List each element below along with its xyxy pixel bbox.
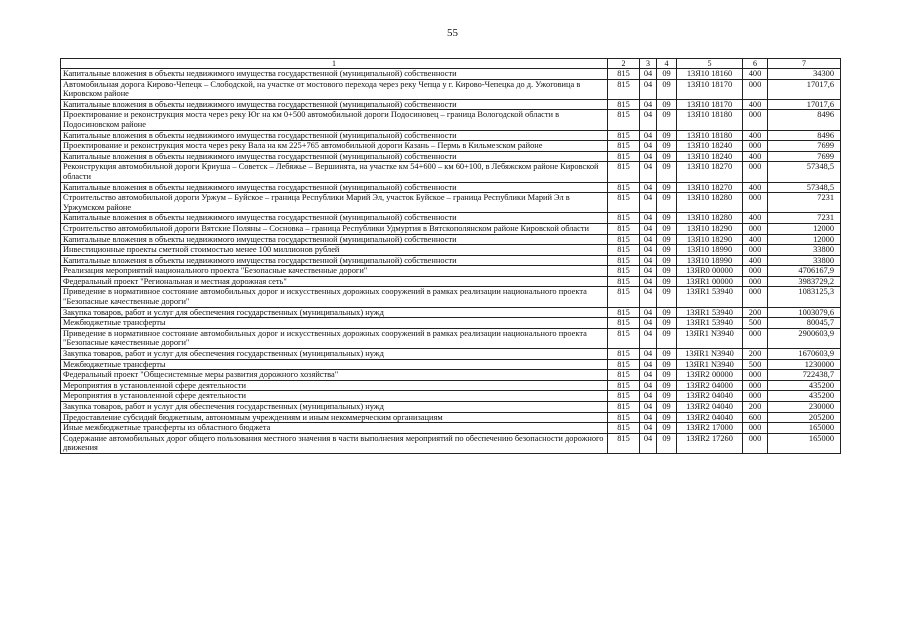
subsection-code: 09 [657,141,677,152]
header-cell: 5 [677,59,743,69]
table-row [61,99,841,110]
header-cell: 3 [640,59,657,69]
section-code: 04 [640,141,657,152]
ved-code: 815 [608,423,640,434]
table-row [61,370,841,381]
section-code: 04 [640,223,657,234]
expense-type: 000 [743,141,768,152]
expense-type: 000 [743,370,768,381]
amount: 435200 [768,380,841,391]
target-article: 13Я10 18180 [677,130,743,141]
amount: 1083125,3 [768,287,841,307]
table-row [61,255,841,266]
subsection-code: 09 [657,433,677,453]
ved-code: 815 [608,380,640,391]
table-row [61,266,841,277]
row-name: Приведение в нормативное состояние автомобильных дорог и искусственных дорожных сооружений в рамках реализации национального проекта "Безопасные качественные дороги" [61,287,608,307]
section-code: 04 [640,213,657,224]
ved-code: 815 [608,359,640,370]
subsection-code: 09 [657,266,677,277]
expense-type: 600 [743,412,768,423]
amount: 12000 [768,223,841,234]
section-code: 04 [640,255,657,266]
ved-code: 815 [608,402,640,413]
target-article: 13ЯR2 17260 [677,433,743,453]
table-row [61,213,841,224]
section-code: 04 [640,193,657,213]
row-name: Содержание автомобильных дорог общего пользования местного значения в части выполнения мероприятий по обеспечению безопасности дорожного движения [61,433,608,453]
row-name: Мероприятия в установленной сфере деятельности [61,380,608,391]
amount: 7231 [768,213,841,224]
section-code: 04 [640,307,657,318]
expense-type: 000 [743,223,768,234]
section-code: 04 [640,245,657,256]
row-name: Капитальные вложения в объекты недвижимого имущества государственной (муниципальной) собственности [61,213,608,224]
section-code: 04 [640,79,657,99]
amount: 33800 [768,245,841,256]
section-code: 04 [640,130,657,141]
ved-code: 815 [608,130,640,141]
subsection-code: 09 [657,276,677,287]
subsection-code: 09 [657,69,677,80]
table-row [61,234,841,245]
expense-type: 000 [743,423,768,434]
table-row [61,162,841,182]
header-cell: 2 [608,59,640,69]
header-cell: 1 [61,59,608,69]
target-article: 13Я10 18290 [677,234,743,245]
row-name: Федеральный проект "Региональная и местная дорожная сеть" [61,276,608,287]
header-cell: 4 [657,59,677,69]
subsection-code: 09 [657,423,677,434]
section-code: 04 [640,380,657,391]
header-cell: 7 [768,59,841,69]
row-name: Капитальные вложения в объекты недвижимого имущества государственной (муниципальной) собственности [61,130,608,141]
ved-code: 815 [608,193,640,213]
subsection-code: 09 [657,307,677,318]
amount: 17017,6 [768,99,841,110]
ved-code: 815 [608,370,640,381]
ved-code: 815 [608,307,640,318]
table-row [61,423,841,434]
ved-code: 815 [608,182,640,193]
table-row [61,359,841,370]
section-code: 04 [640,276,657,287]
expense-type: 400 [743,99,768,110]
expense-type: 200 [743,307,768,318]
amount: 1003079,6 [768,307,841,318]
expense-type: 000 [743,391,768,402]
table-row [61,141,841,152]
amount: 34300 [768,69,841,80]
target-article: 13Я10 18280 [677,193,743,213]
target-article: 13Я10 18180 [677,110,743,130]
expense-type: 000 [743,287,768,307]
ved-code: 815 [608,349,640,360]
target-article: 13ЯR0 00000 [677,266,743,277]
amount: 8496 [768,110,841,130]
header-row [61,59,841,69]
expense-type: 400 [743,255,768,266]
target-article: 13Я10 18280 [677,213,743,224]
subsection-code: 09 [657,151,677,162]
amount: 57348,5 [768,162,841,182]
subsection-code: 09 [657,370,677,381]
subsection-code: 09 [657,130,677,141]
expense-type: 400 [743,69,768,80]
amount: 8496 [768,130,841,141]
table-row [61,328,841,348]
expense-type: 000 [743,79,768,99]
target-article: 13ЯR2 17000 [677,423,743,434]
section-code: 04 [640,162,657,182]
row-name: Реализация мероприятий национального проекта "Безопасные качественные дороги" [61,266,608,277]
ved-code: 815 [608,276,640,287]
subsection-code: 09 [657,287,677,307]
table-row [61,433,841,453]
table-row [61,276,841,287]
row-name: Капитальные вложения в объекты недвижимого имущества государственной (муниципальной) собственности [61,234,608,245]
section-code: 04 [640,234,657,245]
target-article: 13Я10 18240 [677,141,743,152]
table-row [61,110,841,130]
target-article: 13Я10 18290 [677,223,743,234]
expense-type: 400 [743,151,768,162]
expense-type: 000 [743,162,768,182]
expense-type: 000 [743,328,768,348]
ved-code: 815 [608,234,640,245]
amount: 80045,7 [768,318,841,329]
target-article: 13ЯR1 N3940 [677,359,743,370]
subsection-code: 09 [657,110,677,130]
expense-type: 000 [743,433,768,453]
subsection-code: 09 [657,213,677,224]
subsection-code: 09 [657,255,677,266]
expense-type: 400 [743,213,768,224]
table-row [61,151,841,162]
amount: 7699 [768,141,841,152]
subsection-code: 09 [657,402,677,413]
ved-code: 815 [608,69,640,80]
section-code: 04 [640,318,657,329]
amount: 165000 [768,433,841,453]
subsection-code: 09 [657,359,677,370]
section-code: 04 [640,110,657,130]
ved-code: 815 [608,79,640,99]
section-code: 04 [640,266,657,277]
table-row [61,391,841,402]
section-code: 04 [640,359,657,370]
section-code: 04 [640,328,657,348]
expense-type: 500 [743,359,768,370]
amount: 165000 [768,423,841,434]
ved-code: 815 [608,391,640,402]
ved-code: 815 [608,287,640,307]
ved-code: 815 [608,213,640,224]
subsection-code: 09 [657,318,677,329]
expense-type: 400 [743,130,768,141]
subsection-code: 09 [657,182,677,193]
row-name: Закупка товаров, работ и услуг для обеспечения государственных (муниципальных) нужд [61,307,608,318]
table-row [61,307,841,318]
budget-table [60,58,841,454]
row-name: Мероприятия в установленной сфере деятельности [61,391,608,402]
expense-type: 000 [743,380,768,391]
ved-code: 815 [608,151,640,162]
section-code: 04 [640,402,657,413]
target-article: 13ЯR2 04040 [677,391,743,402]
ved-code: 815 [608,99,640,110]
amount: 12000 [768,234,841,245]
expense-type: 200 [743,402,768,413]
amount: 33800 [768,255,841,266]
table-row [61,245,841,256]
row-name: Проектирование и реконструкция моста через реку Юг на км 0+500 автомобильной дороги Подосиновец – граница Вологодской области в Подосиновском районе [61,110,608,130]
section-code: 04 [640,99,657,110]
row-name: Строительство автомобильной дороги Уржум – Буйское – граница Республики Марий Эл, участок Буйское – граница Республики Марий Эл в Уржумском районе [61,193,608,213]
target-article: 13Я10 18270 [677,162,743,182]
row-name: Предоставление субсидий бюджетным, автономным учреждениям и иным некоммерческим организациям [61,412,608,423]
table-row [61,130,841,141]
ved-code: 815 [608,162,640,182]
amount: 1230000 [768,359,841,370]
target-article: 13Я10 18990 [677,255,743,266]
table-row [61,402,841,413]
target-article: 13ЯR1 53940 [677,318,743,329]
target-article: 13Я10 18990 [677,245,743,256]
amount: 3983729,2 [768,276,841,287]
row-name: Межбюджетные трансферты [61,359,608,370]
target-article: 13ЯR2 04000 [677,380,743,391]
row-name: Реконструкция автомобильной дороги Криуша – Советск – Лебяжье – Вершинята, на участке км 54+600 – км 60+100, в Лебяжском районе Кировской области [61,162,608,182]
section-code: 04 [640,69,657,80]
table-row [61,412,841,423]
expense-type: 400 [743,182,768,193]
row-name: Автомобильная дорога Кирово-Чепецк – Слободской, на участке от мостового перехода через реку Чепца у г. Кирово-Чепецка до д. Ужоговица в Кировском районе [61,79,608,99]
row-name: Иные межбюджетные трансферты из областного бюджета [61,423,608,434]
target-article: 13Я10 18170 [677,79,743,99]
expense-type: 000 [743,193,768,213]
subsection-code: 09 [657,193,677,213]
ved-code: 815 [608,245,640,256]
section-code: 04 [640,423,657,434]
section-code: 04 [640,349,657,360]
amount: 57348,5 [768,182,841,193]
table-row [61,287,841,307]
target-article: 13ЯR1 N3940 [677,349,743,360]
amount: 7699 [768,151,841,162]
subsection-code: 09 [657,162,677,182]
section-code: 04 [640,412,657,423]
amount: 17017,6 [768,79,841,99]
expense-type: 000 [743,266,768,277]
table-row [61,349,841,360]
section-code: 04 [640,287,657,307]
ved-code: 815 [608,266,640,277]
section-code: 04 [640,182,657,193]
amount: 7231 [768,193,841,213]
section-code: 04 [640,151,657,162]
subsection-code: 09 [657,234,677,245]
subsection-code: 09 [657,223,677,234]
row-name: Приведение в нормативное состояние автомобильных дорог и искусственных дорожных сооружений в рамках реализации национального проекта "Безопасные качественные дороги" [61,328,608,348]
ved-code: 815 [608,328,640,348]
amount: 722438,7 [768,370,841,381]
target-article: 13Я10 18170 [677,99,743,110]
subsection-code: 09 [657,79,677,99]
ved-code: 815 [608,223,640,234]
target-article: 13ЯR1 00000 [677,276,743,287]
header-cell: 6 [743,59,768,69]
target-article: 13ЯR2 04040 [677,402,743,413]
subsection-code: 09 [657,391,677,402]
table-row [61,193,841,213]
table-row [61,223,841,234]
subsection-code: 09 [657,412,677,423]
target-article: 13Я10 18240 [677,151,743,162]
expense-type: 000 [743,110,768,130]
target-article: 13Я10 18270 [677,182,743,193]
row-name: Капитальные вложения в объекты недвижимого имущества государственной (муниципальной) собственности [61,182,608,193]
ved-code: 815 [608,141,640,152]
amount: 4706167,9 [768,266,841,277]
row-name: Федеральный проект "Общесистемные меры развития дорожного хозяйства" [61,370,608,381]
row-name: Закупка товаров, работ и услуг для обеспечения государственных (муниципальных) нужд [61,402,608,413]
table-row [61,380,841,391]
ved-code: 815 [608,110,640,130]
target-article: 13ЯR2 00000 [677,370,743,381]
row-name: Капитальные вложения в объекты недвижимого имущества государственной (муниципальной) собственности [61,151,608,162]
table-row [61,318,841,329]
row-name: Капитальные вложения в объекты недвижимого имущества государственной (муниципальной) собственности [61,69,608,80]
target-article: 13ЯR1 N3940 [677,328,743,348]
amount: 1670603,9 [768,349,841,360]
target-article: 13ЯR1 53940 [677,287,743,307]
amount: 230000 [768,402,841,413]
section-code: 04 [640,391,657,402]
section-code: 04 [640,433,657,453]
table-row [61,79,841,99]
subsection-code: 09 [657,328,677,348]
target-article: 13Я10 18160 [677,69,743,80]
expense-type: 000 [743,276,768,287]
subsection-code: 09 [657,349,677,360]
ved-code: 815 [608,318,640,329]
table-row [61,182,841,193]
row-name: Строительство автомобильной дороги Вятские Поляны – Сосновка – граница Республики Удмуртия в Вятскополянском районе Кировской области [61,223,608,234]
expense-type: 500 [743,318,768,329]
page-number: 55 [447,27,458,39]
ved-code: 815 [608,433,640,453]
expense-type: 200 [743,349,768,360]
row-name: Капитальные вложения в объекты недвижимого имущества государственной (муниципальной) собственности [61,255,608,266]
section-code: 04 [640,370,657,381]
amount: 2900603,9 [768,328,841,348]
row-name: Закупка товаров, работ и услуг для обеспечения государственных (муниципальных) нужд [61,349,608,360]
ved-code: 815 [608,255,640,266]
target-article: 13ЯR2 04040 [677,412,743,423]
row-name: Межбюджетные трансферты [61,318,608,329]
table-row [61,69,841,80]
row-name: Проектирование и реконструкция моста через реку Вала на км 225+765 автомобильной дороги Казань – Пермь в Кильмезском районе [61,141,608,152]
subsection-code: 09 [657,99,677,110]
expense-type: 000 [743,245,768,256]
row-name: Капитальные вложения в объекты недвижимого имущества государственной (муниципальной) собственности [61,99,608,110]
ved-code: 815 [608,412,640,423]
expense-type: 400 [743,234,768,245]
amount: 205200 [768,412,841,423]
row-name: Инвестиционные проекты сметной стоимостью менее 100 миллионов рублей [61,245,608,256]
subsection-code: 09 [657,380,677,391]
subsection-code: 09 [657,245,677,256]
amount: 435200 [768,391,841,402]
target-article: 13ЯR1 53940 [677,307,743,318]
